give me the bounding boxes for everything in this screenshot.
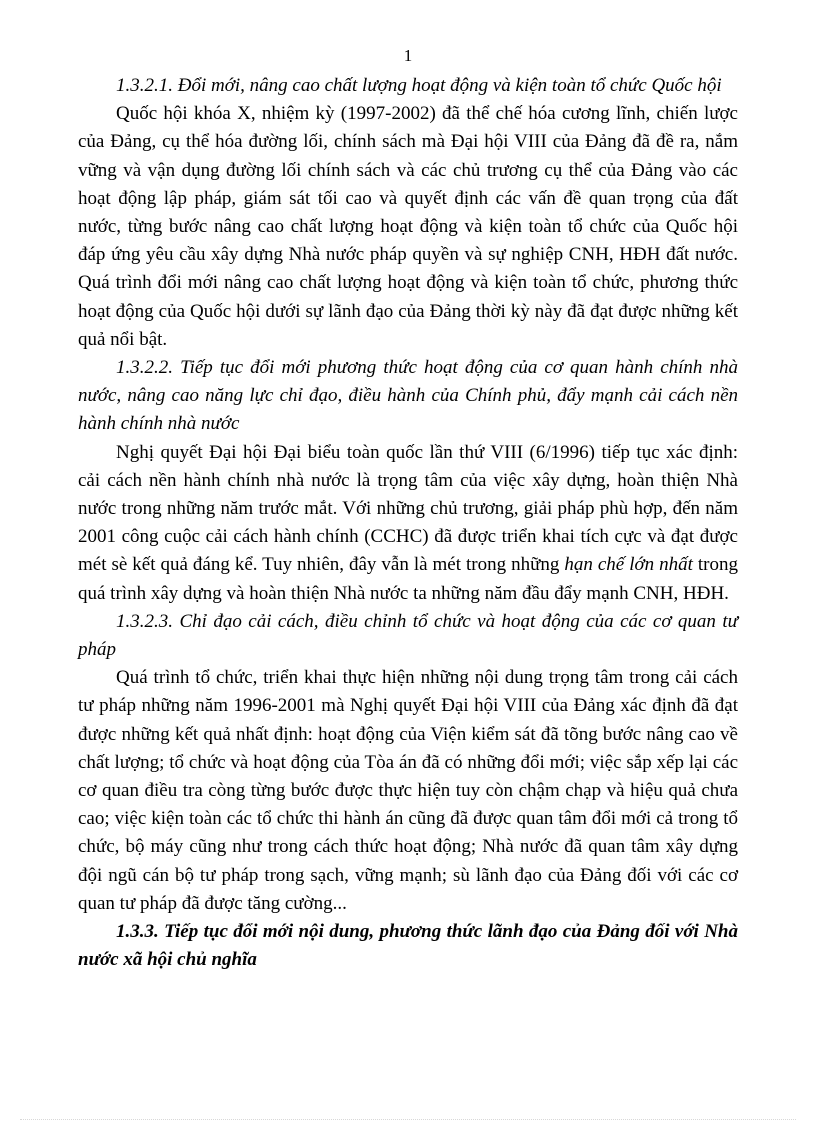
page-bottom-rule	[20, 1119, 796, 1120]
section-paragraph-1-3-2-2	[78, 439, 738, 608]
section-heading-1-3-3: 1.3.3. Tiếp tục đổi mới nội dung, phương thức lãnh đạo của Đảng đối với Nhà nước xã hội chủ nghĩa	[78, 921, 738, 971]
section-heading-1-3-2-3: 1.3.2.3. Chỉ đạo cải cách, điều chỉnh tổ chức và hoạt động của các cơ quan tư pháp	[78, 610, 738, 661]
section-paragraph-1-3-2-3: Quá trình tổ chức, triển khai thực hiện những nội dung trọng tâm trong cải cách tư pháp những năm 1996-2001 mà Nghị quyết Đại hội VIII của Đảng xác định đã đạt được những kết quả nhất định: hoạt động của Viện kiểm sát đã tõng bước nâng cao về chất lượng; tổ chức và hoạt động của Tòa án đã có những đổi mới; việc sắp xếp lại các cơ quan điều tra còng từng bước được thực hiện tuy còn chậm chạp và hiệu quả chưa cao; việc kiện toàn các tổ chức thi hành án cũng đã được quan tâm đổi mới cả trong tổ chức, bộ máy cũng như trong cách thức hoạt động; Nhà nước đã quan tâm xây dựng đội ngũ cán bộ tư pháp trong sạch, vững mạnh; sù lãnh đạo của Đảng đối với các cơ quan tư pháp đã được tăng cường...	[78, 667, 738, 914]
paragraph-text-end: trong quá trình xây dựng và hoàn thiện Nhà nước ta những năm đầu đẩy mạnh CNH, HĐH.	[78, 554, 738, 604]
emphasis-text: hạn chế lớn nhất	[564, 554, 693, 576]
paragraph-text-start: Nghị quyết Đại hội Đại biểu toàn quốc lần thứ VIII (6/1996) tiếp tục xác định: cải cách nền hành chính nhà nước là trọng tâm của việc xây dựng, hoàn thiện Nhà nước trong những năm trước mắt. Với những chủ trương, giải pháp phù hợp, đến năm 2001 công cuộc cải cách hành chính (CCHC) đã được triển khai tích cực và đạt được mét sè kết quả đáng kể. Tuy nhiên, đây vẫn là mét trong những	[78, 441, 738, 576]
page-number: 1	[403, 46, 413, 65]
section-heading-1-3-2-1: 1.3.2.1. Đổi mới, nâng cao chất lượng hoạt động và kiện toàn tổ chức Quốc hội	[116, 75, 722, 96]
section-heading-1-3-2-2: 1.3.2.2. Tiếp tục đổi mới phương thức hoạt động của cơ quan hành chính nhà nước, nâng cao năng lực chỉ đạo, điều hành của Chính phủ, đẩy mạnh cải cách nền hành chính nhà nước	[78, 357, 738, 435]
document-body	[78, 72, 738, 975]
section-paragraph-1-3-2-1: Quốc hội khóa X, nhiệm kỳ (1997-2002) đã thể chế hóa cương lĩnh, chiến lược của Đảng, cụ thể hóa đường lối, chính sách mà Đại hội VIII của Đảng đã đề ra, nắm vững và vận dụng đường lối chính sách và các chủ trương cụ thể của Đảng vào các hoạt động lập pháp, giám sát tối cao và quyết định các vấn đề quan trọng của đất nước, từng bước nâng cao chất lượng hoạt động và kiện toàn tổ chức của Quốc hội đáp ứng yêu cầu xây dựng Nhà nước pháp quyền và sự nghiệp CNH, HĐH đất nước. Quá trình đổi mới nâng cao chất lượng hoạt động và kiện toàn tổ chức, phương thức hoạt động của Quốc hội dưới sự lãnh đạo của Đảng thời kỳ này đã đạt được những kết quả nổi bật.	[78, 103, 738, 350]
